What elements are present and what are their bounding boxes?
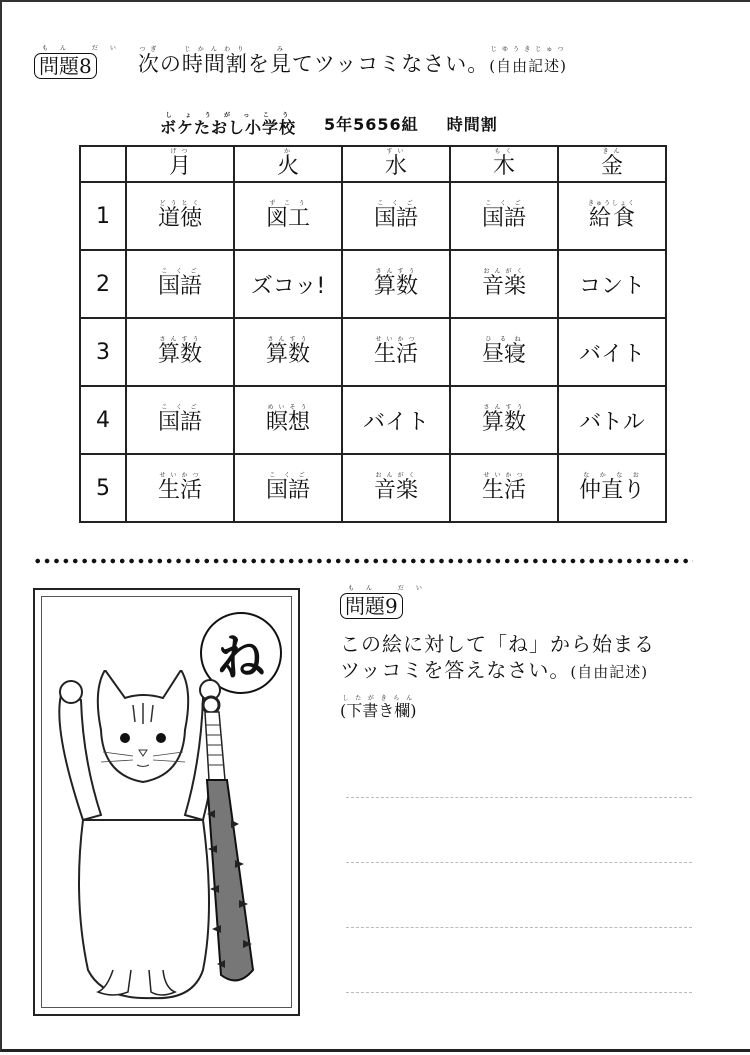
- question9-prompt-line2: ツッコミを答えなさい。(自由記述): [340, 658, 649, 682]
- question8-header: [34, 44, 567, 79]
- draft-area-label: (下書き欄)したがきらん: [340, 695, 417, 720]
- answer-line[interactable]: [346, 797, 692, 798]
- day-header: 木もく: [450, 146, 558, 182]
- answer-line[interactable]: [346, 992, 692, 993]
- period-number: 5: [80, 454, 126, 522]
- answer-line[interactable]: [346, 927, 692, 928]
- school-name: ボケたおし小学校しょうがっこう: [160, 112, 297, 137]
- timetable-row: [80, 454, 666, 522]
- subject-cell: 国語こくご: [342, 182, 450, 250]
- question8-badge-ruby: もん だい: [42, 45, 128, 52]
- subject-cell: 昼寝ひるね: [450, 318, 558, 386]
- question8-badge: 問題8: [34, 53, 97, 79]
- subject-cell: バイト: [342, 386, 450, 454]
- timetable-label: 時間割: [446, 115, 498, 134]
- subject-cell: 給食きゅうしょく: [558, 182, 666, 250]
- period-number: 3: [80, 318, 126, 386]
- subject-cell: 生活せいかつ: [342, 318, 450, 386]
- question9-badge-wrap: [340, 584, 655, 619]
- question9: [340, 584, 655, 721]
- timetable-row: [80, 250, 666, 318]
- subject-cell: バトル: [558, 386, 666, 454]
- day-header: 水すい: [342, 146, 450, 182]
- day-header: 月げつ: [126, 146, 234, 182]
- subject-cell: 音楽おんがく: [342, 454, 450, 522]
- timetable-row: [80, 318, 666, 386]
- timetable-header-row: [80, 146, 666, 182]
- subject-cell: 国語こくご: [126, 386, 234, 454]
- answer-line[interactable]: [346, 862, 692, 863]
- question8-note: (自由記述)じゆうきじゅつ: [489, 46, 568, 75]
- day-header: 火か: [234, 146, 342, 182]
- subject-cell: 算数さんすう: [234, 318, 342, 386]
- cat-with-club-illustration: [43, 670, 283, 1000]
- timetable: [79, 145, 667, 523]
- subject-cell: 仲直りなかなお: [558, 454, 666, 522]
- subject-cell: 瞑想めいそう: [234, 386, 342, 454]
- subject-cell: 図工ずこう: [234, 182, 342, 250]
- period-number: 1: [80, 182, 126, 250]
- question9-badge: 問題9: [340, 593, 403, 619]
- timetable-row: [80, 182, 666, 250]
- subject-cell: 算数さんすう: [450, 386, 558, 454]
- card-letter-circle: ね: [200, 612, 282, 694]
- subject-cell: 国語こくご: [234, 454, 342, 522]
- subject-cell: 国語こくご: [450, 182, 558, 250]
- subject-cell: コント: [558, 250, 666, 318]
- question8-prompt: 次つぎの時間割じかんわりを見みてツッコミなさい。(自由記述)じゆうきじゅつ: [137, 46, 568, 76]
- subject-cell: 道徳どうとく: [126, 182, 234, 250]
- timetable-row: [80, 386, 666, 454]
- question9-badge-ruby: もん だい: [348, 585, 434, 592]
- class-name: 5年5656組: [324, 115, 419, 134]
- subject-cell: 生活せいかつ: [126, 454, 234, 522]
- subject-cell: 生活せいかつ: [450, 454, 558, 522]
- subject-cell: 音楽おんがく: [450, 250, 558, 318]
- question9-note: (自由記述): [570, 663, 649, 681]
- day-header: 金きん: [558, 146, 666, 182]
- subject-cell: 算数さんすう: [342, 250, 450, 318]
- subject-cell: バイト: [558, 318, 666, 386]
- dotted-separator: [33, 558, 693, 564]
- corner-cell: [80, 146, 126, 182]
- subject-cell: 国語こくご: [126, 250, 234, 318]
- subject-cell: 算数さんすう: [126, 318, 234, 386]
- question9-prompt-line1: この絵に対して「ね」から始まる: [340, 632, 655, 656]
- period-number: 2: [80, 250, 126, 318]
- period-number: 4: [80, 386, 126, 454]
- karuta-card: [33, 588, 300, 1016]
- subject-cell: ズコッ!: [234, 250, 342, 318]
- question8-badge-wrap: [34, 44, 128, 79]
- timetable-title: [160, 112, 600, 138]
